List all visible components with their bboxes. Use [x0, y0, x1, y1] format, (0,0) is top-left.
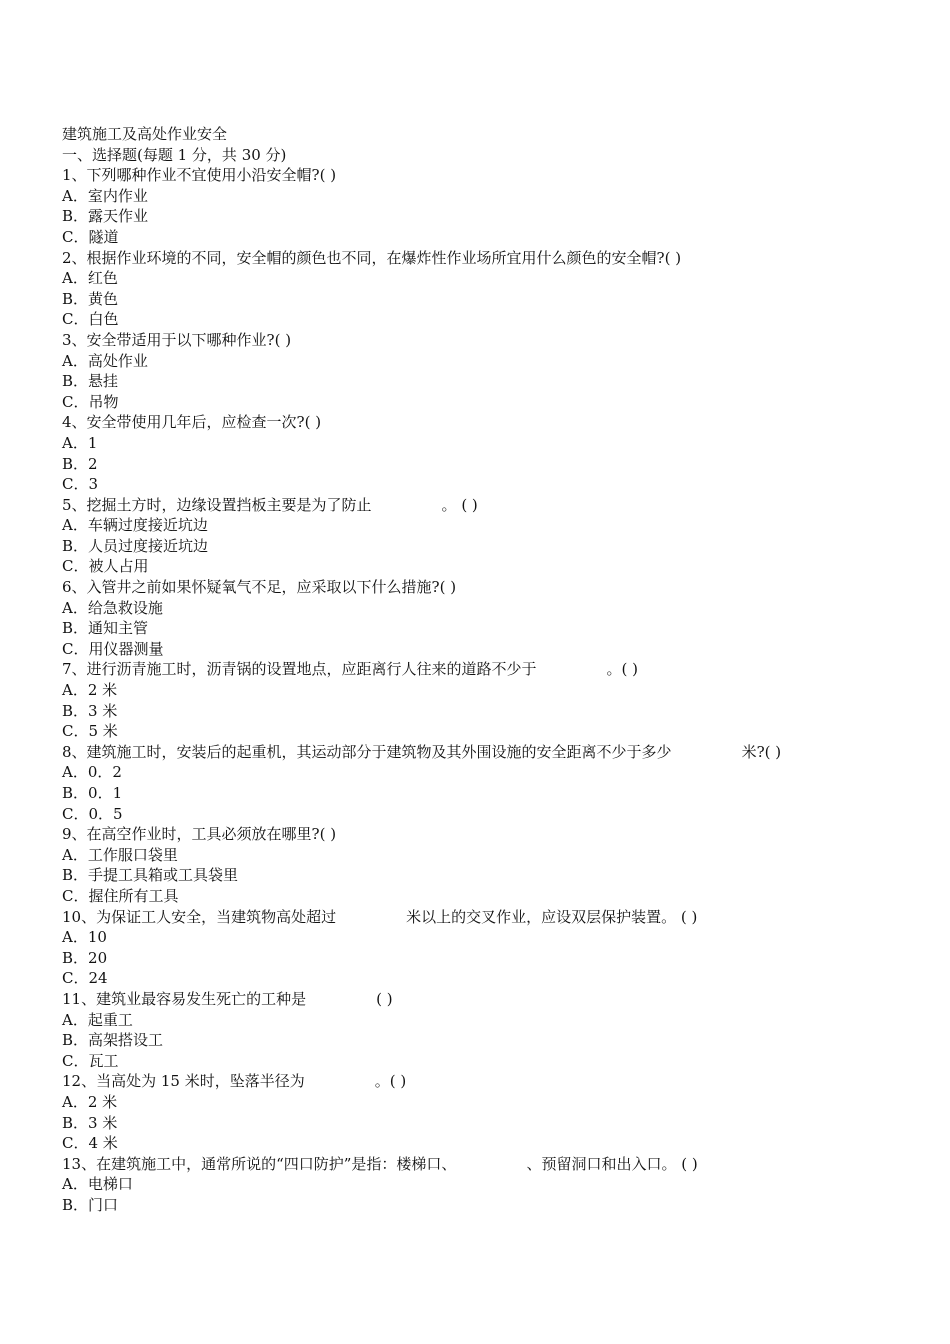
answer-option: A．高处作业 — [62, 351, 148, 370]
answer-option: A．电梯口 — [62, 1175, 133, 1194]
answer-option: C．24 — [62, 969, 108, 988]
question-stem — [62, 824, 922, 845]
answer-option: B．0．1 — [62, 784, 123, 802]
answer-option: A．0．2 — [62, 763, 122, 782]
answer-option: B．高架搭设工 — [62, 1031, 164, 1050]
question-text: 9、在高空作业时，工具必须放在哪里?( ) — [62, 825, 337, 844]
section-header: 一、选择题(每题 1 分，共 30 分) — [62, 145, 287, 164]
answer-option: C．握住所有工具 — [62, 886, 179, 905]
answer-option: C．5 米 — [62, 722, 118, 741]
answer-option: C．被人占用 — [62, 557, 149, 576]
answer-option: B．悬挂 — [62, 372, 119, 391]
answer-option: C．3 — [62, 475, 99, 494]
question-list — [62, 165, 922, 1215]
answer-option: B．通知主管 — [62, 619, 149, 638]
answer-option: A．2 米 — [62, 1092, 118, 1111]
question-stem — [62, 165, 922, 186]
question-stem — [62, 248, 922, 269]
question-text-tail: ( ) — [376, 989, 393, 1008]
answer-option: A．车辆过度接近坑边 — [62, 516, 208, 535]
answer-option: C．0．5 — [62, 804, 123, 823]
question-text-tail: 。 ( ) — [441, 495, 478, 514]
question-stem — [62, 1154, 922, 1175]
question-text: 3、安全带适用于以下哪种作业?( ) — [62, 330, 292, 349]
question-stem — [62, 495, 922, 516]
question-stem — [62, 577, 922, 598]
answer-option: B．20 — [62, 948, 108, 967]
answer-option: B．露天作业 — [62, 207, 149, 226]
question-text-tail: 米以上的交叉作业，应设双层保护装置。 ( ) — [406, 907, 698, 926]
question-text: 4、安全带使用几年后，应检查一次?( ) — [62, 413, 322, 432]
answer-option: A．工作服口袋里 — [62, 845, 178, 864]
answer-option: B．3 米 — [62, 701, 118, 720]
document-page — [62, 124, 922, 1215]
question-stem — [62, 989, 922, 1010]
question-text: 6、入管井之前如果怀疑氧气不足，应采取以下什么措施?( ) — [62, 578, 457, 597]
question-text: 12、当高处为 15 米时，坠落半径为 — [62, 1072, 305, 1091]
answer-option: B．人员过度接近坑边 — [62, 536, 209, 555]
answer-option: B．3 米 — [62, 1113, 118, 1132]
answer-option: A．1 — [62, 433, 98, 452]
question-stem — [62, 659, 922, 680]
question-text: 1、下列哪种作业不宜使用小沿安全帽?( ) — [62, 166, 337, 185]
answer-option: C．用仪器测量 — [62, 639, 164, 658]
answer-option: C．瓦工 — [62, 1051, 119, 1070]
question-text-tail: 。( ) — [374, 1072, 407, 1091]
answer-option: C．吊物 — [62, 392, 119, 411]
question-stem — [62, 330, 922, 351]
answer-option: A．10 — [62, 928, 107, 947]
answer-option: A．2 米 — [62, 681, 118, 700]
answer-option: A．红色 — [62, 269, 118, 288]
question-stem — [62, 742, 922, 763]
answer-option: B．手提工具箱或工具袋里 — [62, 866, 239, 885]
question-text: 13、在建筑施工中，通常所说的“四口防护”是指：楼梯口、 — [62, 1154, 457, 1173]
answer-option: C．白色 — [62, 310, 119, 329]
question-text: 10、为保证工人安全，当建筑物高处超过 — [62, 907, 337, 926]
document-title: 建筑施工及高处作业安全 — [62, 125, 228, 143]
answer-option: B．门口 — [62, 1195, 119, 1214]
question-text: 2、根据作业环境的不同，安全帽的颜色也不同，在爆炸性作业场所宜用什么颜色的安全帽?( ) — [62, 248, 682, 267]
question-text: 11、建筑业最容易发生死亡的工种是 — [62, 989, 307, 1008]
answer-option: B．2 — [62, 454, 98, 473]
question-text: 5、挖掘土方时，边缘设置挡板主要是为了防止 — [62, 495, 372, 514]
question-stem — [62, 907, 922, 928]
question-text-tail: 、预留洞口和出入口。 ( ) — [526, 1154, 698, 1173]
answer-option: A．起重工 — [62, 1010, 133, 1029]
question-stem — [62, 412, 922, 433]
answer-option: A．给急救设施 — [62, 598, 163, 617]
question-text-tail: 。( ) — [606, 660, 639, 679]
answer-option: C．隧道 — [62, 227, 119, 246]
question-stem — [62, 1071, 922, 1092]
answer-option: A．室内作业 — [62, 186, 148, 205]
question-text: 7、进行沥青施工时，沥青锅的设置地点，应距离行人往来的道路不少于 — [62, 660, 537, 679]
question-text: 8、建筑施工时，安装后的起重机，其运动部分于建筑物及其外围设施的安全距离不少于多少 — [62, 742, 672, 761]
question-text-tail: 米?( ) — [741, 742, 782, 761]
answer-option: C．4 米 — [62, 1134, 118, 1153]
answer-option: B．黄色 — [62, 289, 119, 308]
